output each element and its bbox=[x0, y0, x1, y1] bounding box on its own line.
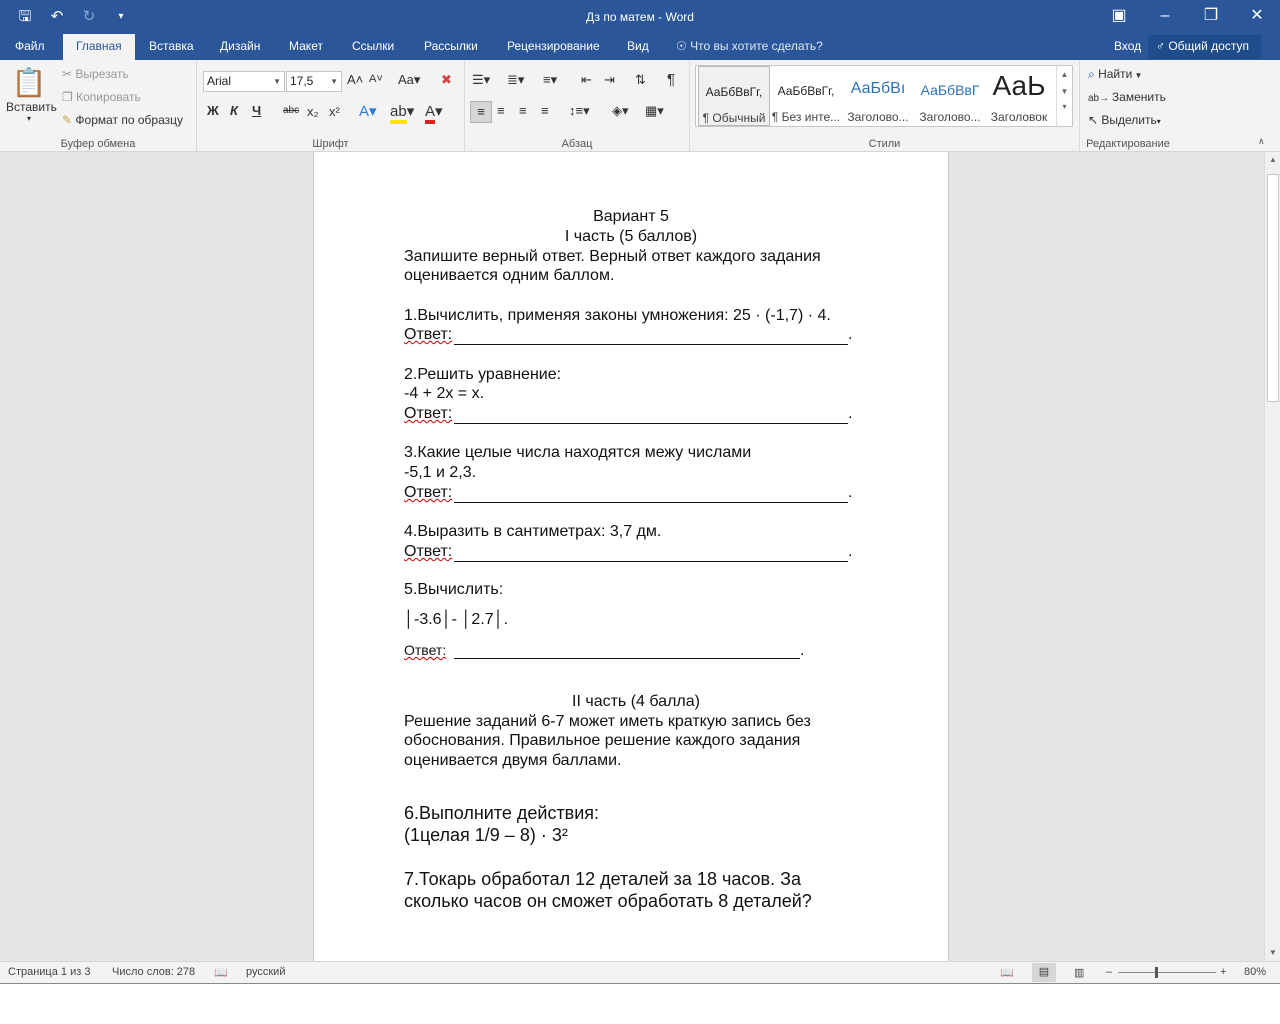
highlight-icon[interactable]: ab▾ bbox=[390, 102, 414, 120]
style-name: ¶ Обычный bbox=[702, 111, 766, 125]
chevron-up-icon: ▲ bbox=[1060, 70, 1069, 79]
multilevel-list-icon[interactable]: ≡▾ bbox=[543, 72, 558, 87]
style-preview: АаЬ bbox=[992, 70, 1046, 101]
zoom-slider-thumb[interactable] bbox=[1155, 967, 1158, 978]
shading-icon[interactable]: ◈▾ bbox=[612, 103, 629, 118]
line-spacing-icon[interactable]: ↕≡▾ bbox=[569, 103, 590, 118]
paste-label: Вставить bbox=[6, 100, 57, 114]
minimize-icon[interactable]: – bbox=[1160, 7, 1170, 24]
doc-question-6b: (1целая 1/9 – 8) · 3² bbox=[404, 825, 568, 845]
align-center-icon[interactable]: ≡ bbox=[497, 103, 505, 118]
styles-group-label: Стили bbox=[868, 138, 901, 150]
style-normal[interactable] bbox=[698, 66, 770, 126]
zoom-slider[interactable] bbox=[1118, 972, 1216, 973]
proofing-icon[interactable]: 📖 bbox=[214, 967, 228, 979]
italic-button[interactable]: К bbox=[230, 103, 238, 118]
doc-intro-line-2: оценивается одним баллом. bbox=[404, 267, 615, 284]
font-group bbox=[197, 60, 465, 152]
style-preview: АаБбВвГг, bbox=[777, 84, 835, 98]
doc-answer-label: Ответ: bbox=[404, 642, 447, 658]
pilcrow-icon[interactable]: ¶ bbox=[667, 71, 676, 88]
window-controls bbox=[1096, 0, 1280, 34]
doc-part2-intro-3: оценивается двумя баллами. bbox=[404, 752, 622, 769]
tell-me-box[interactable] bbox=[676, 34, 823, 60]
doc-question-3a: 3.Какие целые числа находятся межу числами bbox=[404, 444, 752, 461]
web-layout-icon[interactable]: ▥ bbox=[1074, 967, 1085, 979]
restore-icon[interactable]: ❐ bbox=[1203, 7, 1219, 24]
window-title: Дз по матем - Word bbox=[586, 10, 694, 24]
doc-answer-period: . bbox=[848, 405, 853, 422]
tab-insert[interactable]: Вставка bbox=[149, 39, 194, 53]
doc-question-6a: 6.Выполните действия: bbox=[404, 803, 600, 823]
document-page[interactable] bbox=[313, 152, 949, 961]
doc-question-5: 5.Вычислить: bbox=[404, 581, 504, 598]
doc-answer-label: Ответ: bbox=[404, 326, 453, 343]
doc-part2-title: II часть (4 балла) bbox=[572, 693, 700, 710]
chevron-down-icon: ▼ bbox=[1060, 87, 1069, 96]
editing-group-label: Редактирование bbox=[1086, 138, 1170, 150]
font-family-select[interactable] bbox=[203, 71, 285, 92]
cut-button[interactable] bbox=[62, 67, 129, 81]
style-heading-1[interactable] bbox=[842, 66, 914, 126]
vertical-scrollbar[interactable] bbox=[1264, 152, 1280, 961]
tab-view[interactable]: Вид bbox=[627, 39, 649, 53]
collapse-ribbon-icon[interactable]: ∧ bbox=[1258, 136, 1265, 146]
title-bar bbox=[0, 0, 1280, 34]
style-name: ¶ Без инте... bbox=[771, 110, 841, 124]
font-size-select[interactable] bbox=[286, 71, 342, 92]
desktop-area bbox=[0, 983, 1280, 1024]
doc-answer-period: . bbox=[848, 484, 853, 501]
justify-icon[interactable]: ≡ bbox=[541, 103, 549, 118]
increase-indent-icon[interactable]: ⇥ bbox=[604, 72, 615, 87]
paragraph-group-label: Абзац bbox=[561, 138, 593, 150]
doc-answer-period: . bbox=[848, 326, 853, 343]
clear-format-icon[interactable]: ✖ bbox=[441, 72, 452, 87]
clipboard-group bbox=[0, 60, 197, 152]
tab-home[interactable]: Главная bbox=[63, 34, 135, 60]
doc-question-5-expression: │-3.6│- │2.7│. bbox=[404, 611, 509, 628]
format-painter-button[interactable] bbox=[62, 113, 183, 127]
underline-button[interactable]: Ч bbox=[252, 103, 262, 118]
chevron-down-icon: ▾ bbox=[26, 114, 31, 123]
chevron-down-icon: ▼ bbox=[330, 77, 338, 86]
doc-answer-line bbox=[454, 344, 848, 345]
doc-question-2b: -4 + 2х = х. bbox=[404, 385, 485, 402]
doc-answer-line bbox=[454, 658, 800, 659]
print-layout-icon[interactable]: ▤ bbox=[1032, 963, 1056, 982]
find-button[interactable] bbox=[1088, 67, 1142, 82]
tab-review[interactable]: Рецензирование bbox=[507, 39, 600, 53]
align-right-icon[interactable]: ≡ bbox=[519, 103, 527, 118]
language[interactable]: русский bbox=[246, 966, 286, 978]
style-preview: АаБбВвГг, bbox=[705, 85, 763, 99]
doc-answer-label: Ответ: bbox=[404, 484, 453, 501]
cut-label: Вырезать bbox=[75, 67, 129, 81]
lightbulb-icon: ☉ bbox=[676, 39, 691, 53]
doc-question-4: 4.Выразить в сантиметрах: 3,7 дм. bbox=[404, 523, 662, 540]
zoom-in-icon[interactable]: + bbox=[1220, 966, 1227, 978]
subscript-button[interactable]: x₂ bbox=[307, 104, 319, 119]
doc-part1-title: I часть (5 баллов) bbox=[564, 228, 698, 245]
share-label: Общий доступ bbox=[1168, 39, 1249, 53]
strikethrough-button[interactable]: abc bbox=[283, 105, 300, 116]
word-count[interactable]: Число слов: 278 bbox=[112, 966, 196, 978]
bullets-icon[interactable]: ☰▾ bbox=[472, 72, 491, 87]
ribbon-tabs bbox=[0, 34, 1280, 60]
tab-design[interactable]: Дизайн bbox=[220, 39, 261, 53]
tab-references[interactable]: Ссылки bbox=[352, 39, 395, 53]
chevron-down-icon: ▼ bbox=[1132, 71, 1143, 80]
scissors-icon: ✂ bbox=[62, 67, 76, 81]
style-heading-2[interactable] bbox=[914, 66, 986, 126]
chevron-down-icon: ▾ bbox=[1156, 117, 1161, 126]
undo-icon[interactable]: ↶ bbox=[50, 8, 64, 25]
paste-button[interactable] bbox=[6, 66, 57, 132]
scroll-down-icon[interactable]: ▼ bbox=[1269, 948, 1277, 957]
style-preview: АаБбВı bbox=[850, 80, 906, 97]
font-family-value: Arial bbox=[207, 74, 232, 88]
scroll-thumb[interactable] bbox=[1267, 174, 1279, 402]
font-group-label: Шрифт bbox=[312, 138, 349, 150]
font-size-value: 17,5 bbox=[290, 74, 314, 88]
numbering-icon[interactable]: ≣▾ bbox=[507, 72, 525, 87]
styles-gallery bbox=[695, 65, 1073, 127]
select-label: Выделить bbox=[1101, 113, 1157, 127]
font-color-icon[interactable]: A▾ bbox=[425, 102, 443, 120]
select-button[interactable] bbox=[1088, 113, 1161, 127]
doc-part2-intro-1: Решение заданий 6-7 может иметь краткую запись без bbox=[404, 713, 811, 730]
search-icon: ⌕ bbox=[1088, 67, 1099, 81]
cursor-icon: ↖ bbox=[1088, 113, 1102, 127]
doc-answer-line bbox=[454, 423, 848, 424]
style-title[interactable] bbox=[986, 66, 1052, 126]
document-workspace bbox=[0, 152, 1264, 961]
find-label: Найти bbox=[1098, 67, 1133, 81]
doc-answer-line bbox=[454, 561, 848, 562]
scroll-up-icon[interactable]: ▲ bbox=[1269, 155, 1277, 164]
ribbon-display-icon[interactable]: ▣ bbox=[1111, 7, 1127, 24]
person-icon: ♂ bbox=[1156, 39, 1169, 53]
paragraph-group bbox=[465, 60, 690, 152]
chevron-down-icon: ▼ bbox=[273, 77, 281, 86]
copy-button[interactable] bbox=[62, 90, 141, 104]
zoom-level[interactable]: 80% bbox=[1244, 966, 1267, 978]
read-mode-icon[interactable]: 📖 bbox=[1000, 967, 1014, 979]
more-icon: ▾ bbox=[1062, 102, 1067, 111]
doc-answer-period: . bbox=[848, 543, 853, 560]
share-button[interactable] bbox=[1148, 35, 1261, 59]
doc-intro-line-1: Запишите верный ответ. Верный ответ каждого задания bbox=[404, 248, 821, 265]
doc-variant-title: Вариант 5 bbox=[593, 208, 669, 225]
style-name: Заголово... bbox=[919, 110, 981, 124]
ribbon bbox=[0, 60, 1280, 152]
superscript-button[interactable]: x² bbox=[329, 104, 340, 119]
tell-me-text: Что вы хотите сделать? bbox=[690, 39, 823, 53]
shrink-font-icon[interactable]: A˅ bbox=[369, 73, 383, 85]
status-bar bbox=[0, 961, 1280, 983]
grow-font-icon[interactable]: A˄ bbox=[347, 72, 364, 87]
bold-button[interactable]: Ж bbox=[207, 103, 219, 118]
replace-icon: ab→ bbox=[1088, 93, 1112, 104]
clipboard-icon: 📋 bbox=[11, 67, 47, 98]
decrease-indent-icon[interactable]: ⇤ bbox=[581, 72, 592, 87]
tab-mailings[interactable]: Рассылки bbox=[424, 39, 478, 53]
doc-part2-intro-2: обоснования. Правильное решение каждого задания bbox=[404, 732, 801, 749]
format-painter-label: Формат по образцу bbox=[75, 113, 183, 127]
brush-icon: ✎ bbox=[62, 113, 76, 127]
copy-icon: ❐ bbox=[62, 90, 77, 104]
borders-icon[interactable]: ▦▾ bbox=[645, 103, 664, 118]
doc-answer-line bbox=[454, 502, 848, 503]
doc-question-7a: 7.Токарь обработал 12 деталей за 18 часов. За bbox=[404, 869, 802, 889]
sign-in-link[interactable]: Вход bbox=[1114, 39, 1142, 53]
style-name: Заголовок bbox=[990, 110, 1048, 124]
change-case-icon[interactable]: Aa▾ bbox=[398, 72, 421, 87]
customize-icon[interactable]: ▾ bbox=[118, 11, 124, 22]
doc-question-7b: сколько часов он сможет обработать 8 деталей? bbox=[404, 891, 812, 911]
close-icon[interactable]: ✕ bbox=[1250, 7, 1264, 24]
styles-scroll[interactable] bbox=[1056, 66, 1072, 126]
tab-file[interactable]: Файл bbox=[15, 39, 45, 53]
style-preview: АаБбВвГ bbox=[920, 82, 980, 98]
align-left-icon[interactable]: ≡ bbox=[470, 101, 492, 123]
doc-question-3b: -5,1 и 2,3. bbox=[404, 464, 477, 481]
editing-group bbox=[1080, 60, 1176, 152]
doc-answer-period: . bbox=[800, 642, 805, 659]
replace-label: Заменить bbox=[1111, 90, 1166, 104]
style-name: Заголово... bbox=[847, 110, 909, 124]
replace-button[interactable] bbox=[1088, 90, 1166, 104]
text-effects-icon[interactable]: A▾ bbox=[359, 103, 377, 120]
zoom-out-icon[interactable]: – bbox=[1106, 966, 1113, 978]
doc-answer-label: Ответ: bbox=[404, 405, 453, 422]
redo-icon[interactable]: ↻ bbox=[82, 8, 96, 25]
style-no-spacing[interactable] bbox=[770, 66, 842, 126]
doc-answer-label: Ответ: bbox=[404, 543, 453, 560]
page-count[interactable]: Страница 1 из 3 bbox=[8, 966, 91, 978]
clipboard-group-label: Буфер обмена bbox=[60, 138, 136, 150]
tab-layout[interactable]: Макет bbox=[289, 39, 323, 53]
doc-question-2a: 2.Решить уравнение: bbox=[404, 366, 562, 383]
save-icon[interactable]: 🖫 bbox=[18, 8, 32, 25]
sort-icon[interactable]: ⇅ bbox=[635, 72, 646, 87]
copy-label: Копировать bbox=[76, 90, 141, 104]
doc-question-1: 1.Вычислить, применяя законы умножения: 25 · (-1,7) · 4. bbox=[404, 307, 831, 324]
